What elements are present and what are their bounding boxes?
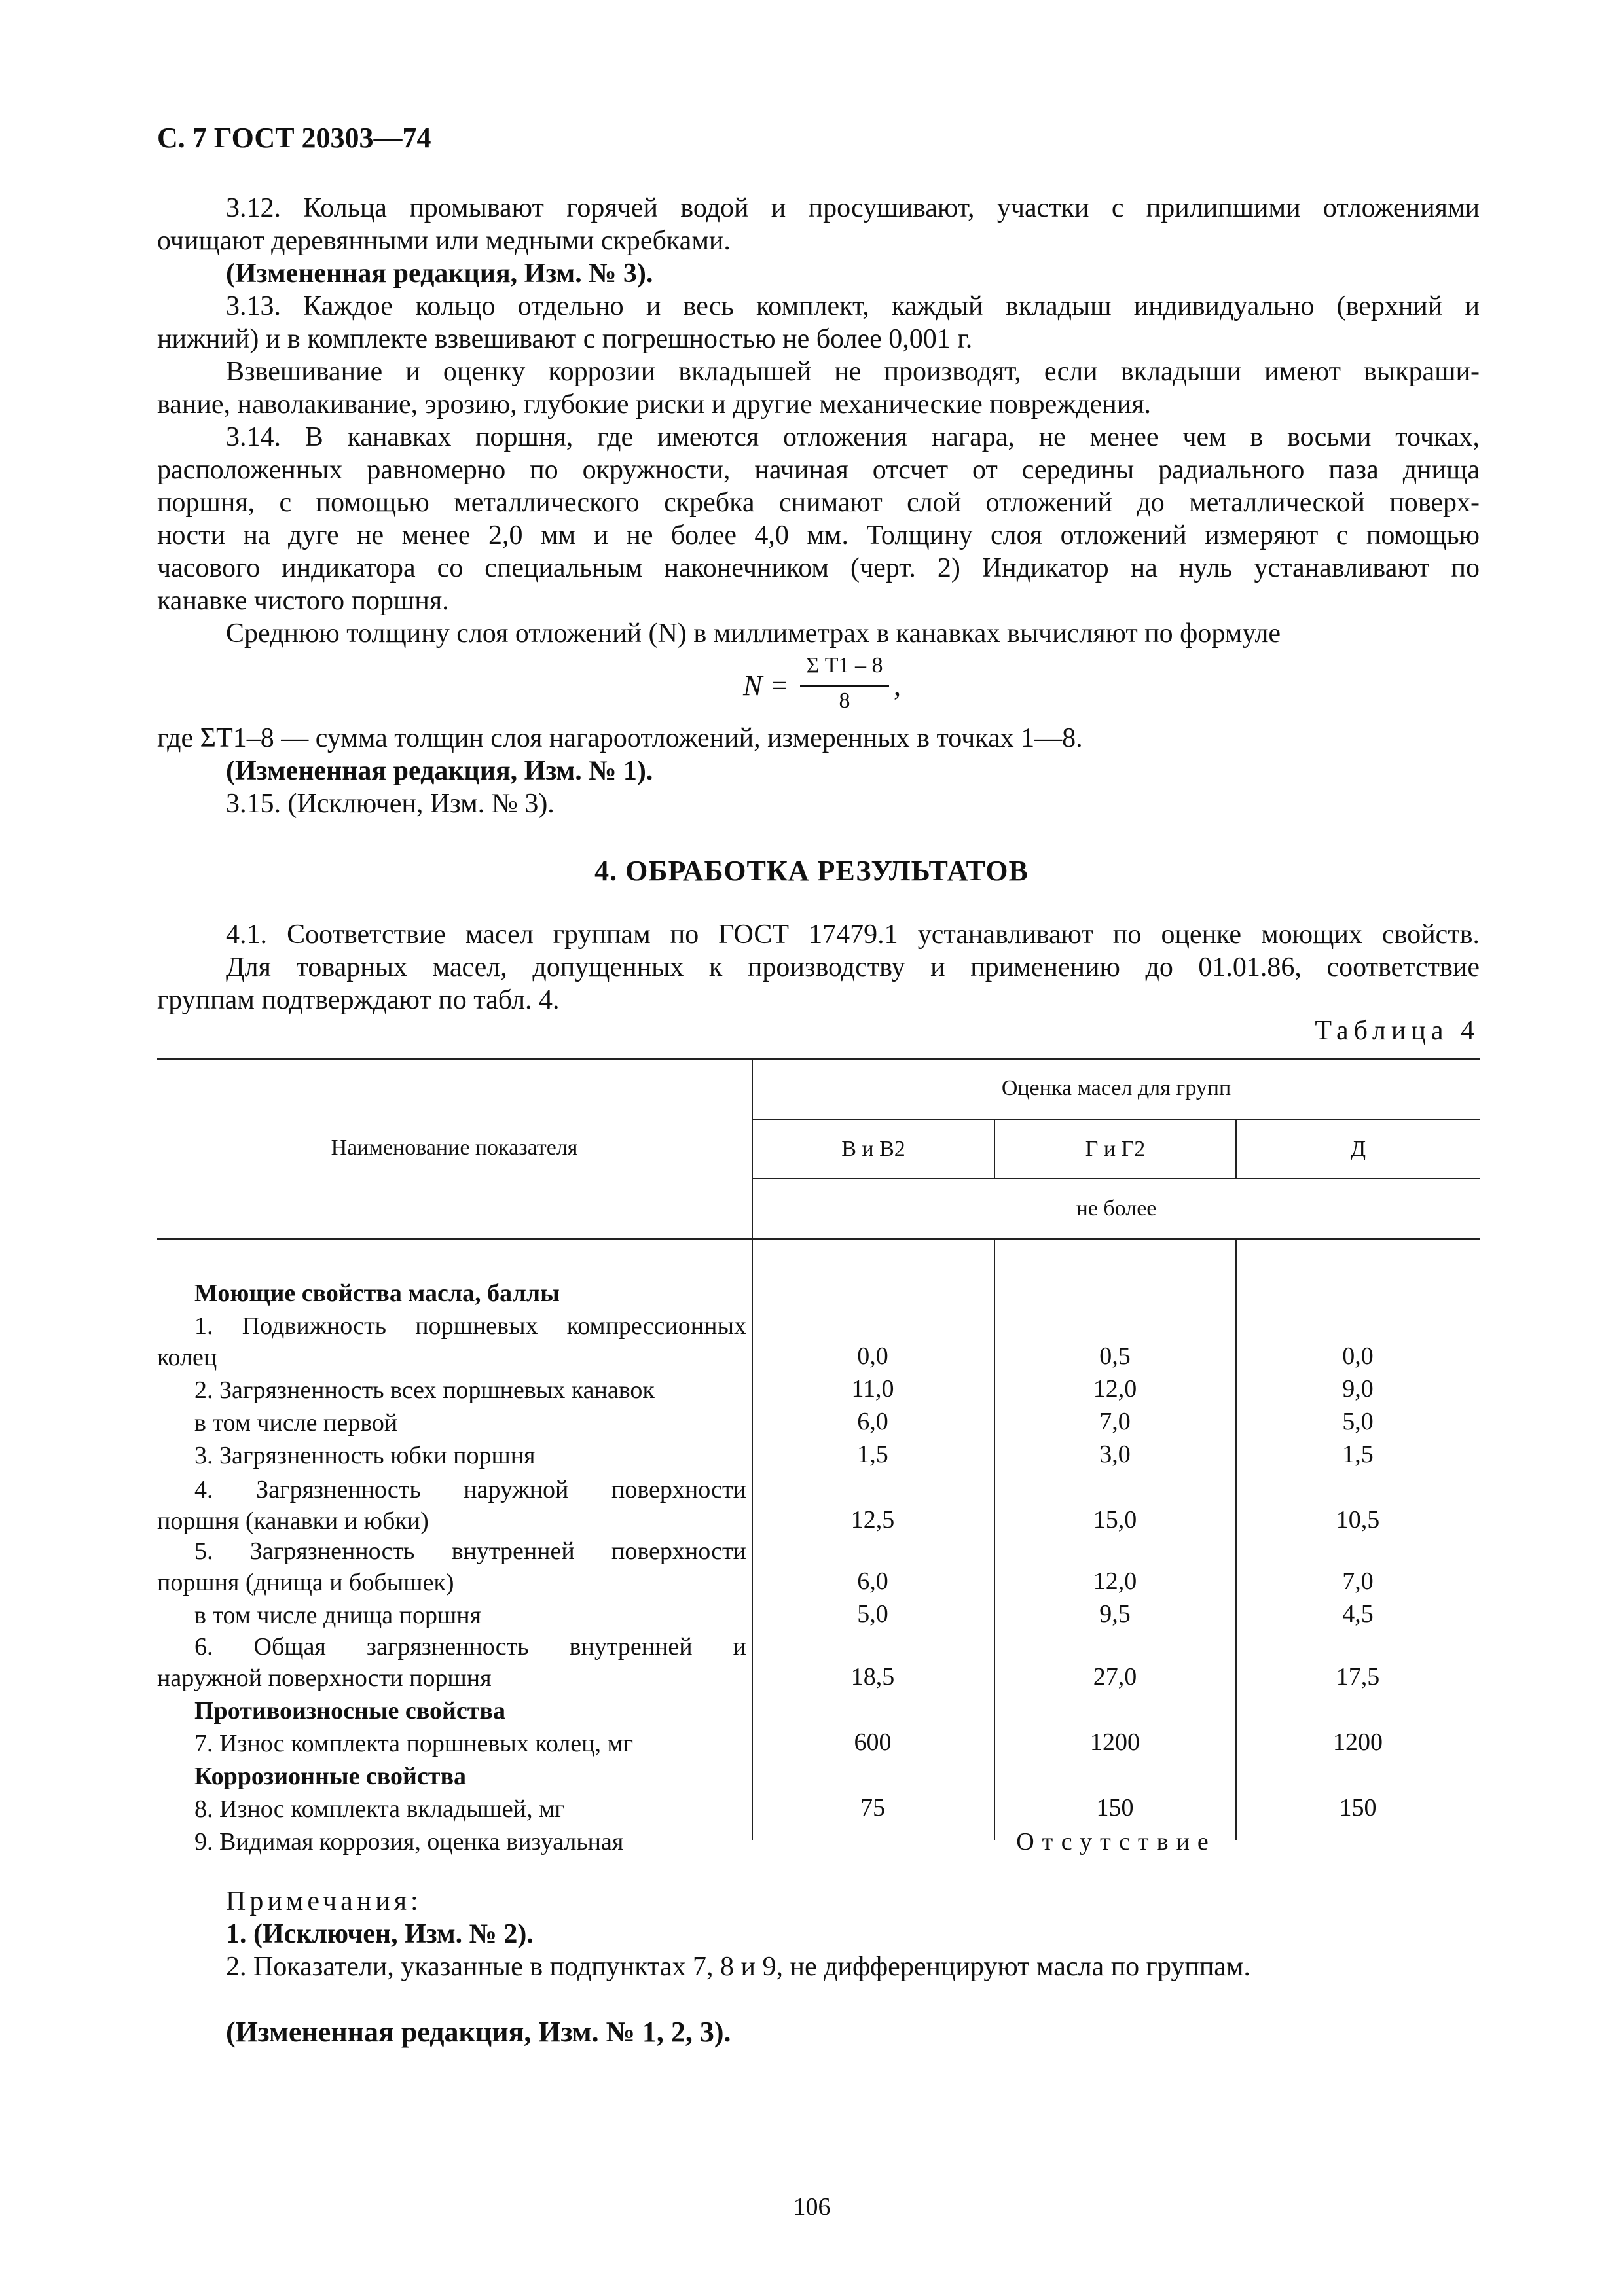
paragraph-4-1b-line-2: группам подтверждают по табл. 4. <box>157 985 560 1015</box>
table-row-7-col-d: 1200 <box>1333 1729 1383 1756</box>
paragraph-3-14-line-1: 3.14. В канавках поршня, где имеются отложения нагара, не менее чем в восьми точках, <box>226 422 1480 452</box>
paragraph-3-14-line-5: часового индикатора со специальным наконечником (черт. 2) Индикатор на нуль устанавливают по <box>157 553 1480 583</box>
paragraph-3-15: 3.15. (Исключен, Изм. № 3). <box>226 789 555 819</box>
table-row-5-col-d: 7,0 <box>1342 1568 1374 1595</box>
paragraph-3-13-line-2: нижний) и в комплекте взвешивают с погрешностью не более 0,001 г. <box>157 324 973 354</box>
paragraph-4-1b-line-1: Для товарных масел, допущенных к производству и применению до 01.01.86, соответствие <box>226 952 1480 982</box>
table-row-5-col-b: 6,0 <box>857 1568 888 1595</box>
paragraph-3-14-line-2: расположенных равномерно по окружности, начиная отсчет от середины радиального паза днища <box>157 455 1480 485</box>
table-row-6-col-g: 27,0 <box>1093 1663 1137 1691</box>
table-row-6-label-line-2: наружной поверхности поршня <box>157 1664 492 1692</box>
table-header-col-d: Д <box>1350 1137 1366 1161</box>
table-header-col-b: В и В2 <box>841 1137 905 1161</box>
table-row-2-col-d: 9,0 <box>1342 1375 1374 1403</box>
table-row-5a-label: в том числе днища поршня <box>194 1602 482 1629</box>
table-row-8-col-b: 75 <box>860 1794 885 1821</box>
paragraph-3-12-line-1: 3.12. Кольца промывают горячей водой и просушивают, участки с прилипшими отложениями <box>226 193 1480 223</box>
table-vline-body-1 <box>994 1239 995 1840</box>
table-row-3-col-b: 1,5 <box>857 1441 888 1468</box>
table-header-col-g: Г и Г2 <box>1085 1137 1146 1161</box>
table-row-1-label-line-1: 1. Подвижность поршневых компрессионных <box>194 1312 746 1340</box>
page-header: С. 7 ГОСТ 20303—74 <box>157 122 431 154</box>
table-row-8-col-g: 150 <box>1096 1794 1134 1821</box>
table-row-8-col-d: 150 <box>1339 1794 1377 1821</box>
table-row-1-label-line-2: колец <box>157 1344 217 1371</box>
table-header-name: Наименование показателя <box>331 1136 578 1160</box>
table-row-3-col-d: 1,5 <box>1342 1441 1374 1468</box>
section-4-title: 4. ОБРАБОТКА РЕЗУЛЬТАТОВ <box>594 855 1029 887</box>
paragraph-3-14-line-3: поршня, с помощью металлического скребка снимают слой отложений до металлической поверх- <box>157 488 1480 518</box>
table-row-9-label: 9. Видимая коррозия, оценка визуальная <box>194 1828 624 1856</box>
formula-numerator: Σ T1 – 8 <box>806 653 883 677</box>
note-1: 1. (Исключен, Изм. № 2). <box>226 1919 534 1949</box>
table-group-detergent: Моющие свойства масла, баллы <box>194 1280 560 1307</box>
table-row-4-label-line-2: поршня (канавки и юбки) <box>157 1507 429 1535</box>
table-row-2-col-g: 12,0 <box>1093 1375 1137 1403</box>
table-row-6-col-d: 17,5 <box>1336 1663 1380 1691</box>
table-row-2a-col-d: 5,0 <box>1342 1408 1374 1435</box>
table-row-5a-col-g: 9,5 <box>1099 1600 1131 1628</box>
paragraph-3-14-line-4: ности на дуге не менее 2,0 мм и не более 4,0 мм. Толщину слоя отложений измеряют с помощью <box>157 520 1480 550</box>
note-2: 2. Показатели, указанные в подпунктах 7, 8 и 9, не дифференцируют масла по группам. <box>226 1952 1251 1982</box>
table-row-4-col-g: 15,0 <box>1093 1506 1137 1534</box>
table-row-7-col-b: 600 <box>854 1729 892 1756</box>
edition-note-3: (Измененная редакция, Изм. № 3). <box>226 259 653 289</box>
table-row-5a-col-d: 4,5 <box>1342 1600 1374 1628</box>
table-row-5-label-line-1: 5. Загрязненность внутренней поверхности <box>194 1537 746 1565</box>
table-group-corrosion: Коррозионные свойства <box>194 1763 466 1790</box>
paragraph-3-13-line-1: 3.13. Каждое кольцо отдельно и весь комплект, каждый вкладыш индивидуально (верхний и <box>226 291 1480 321</box>
page-number: 106 <box>793 2193 831 2221</box>
paragraph-3-14-formula-intro: Среднюю толщину слоя отложений (N) в миллиметрах в канавках вычисляют по формуле <box>226 619 1281 649</box>
formula-comma: , <box>894 670 901 702</box>
table-header-group: Оценка масел для групп <box>1001 1076 1231 1100</box>
table-rule-group <box>752 1119 1480 1120</box>
notes-title: Примечания: <box>226 1886 422 1916</box>
table-row-5a-col-b: 5,0 <box>857 1600 888 1628</box>
formula-where-line: где ΣT1–8 — сумма толщин слоя нагароотложений, измеренных в точках 1—8. <box>157 723 1083 753</box>
table-row-6-col-b: 18,5 <box>850 1663 895 1691</box>
paragraph-3-12-line-2: очищают деревянными или медными скребками. <box>157 226 731 256</box>
table-row-3-col-g: 3,0 <box>1099 1441 1131 1468</box>
table-row-2a-col-g: 7,0 <box>1099 1408 1131 1435</box>
table-top-rule <box>157 1058 1480 1060</box>
table-group-antiwear: Противоизносные свойства <box>194 1697 505 1725</box>
paragraph-4-1-line-1: 4.1. Соответствие масел группам по ГОСТ 17479.1 устанавливают по оценке моющих свойств. <box>226 920 1480 950</box>
table-row-1-col-b: 0,0 <box>857 1342 888 1370</box>
table-row-2-col-b: 11,0 <box>851 1375 894 1403</box>
formula-denominator: 8 <box>839 689 850 713</box>
table-row-2a-label: в том числе первой <box>194 1409 398 1437</box>
table-row-5-col-g: 12,0 <box>1093 1568 1137 1595</box>
table-row-6-label-line-1: 6. Общая загрязненность внутренней и <box>194 1633 746 1660</box>
table-row-4-col-b: 12,5 <box>850 1506 895 1534</box>
paragraph-3-13b-line-2: вание, наволакивание, эрозию, глубокие риски и другие механические повреждения. <box>157 389 1152 420</box>
table-caption: Таблица 4 <box>1315 1016 1480 1046</box>
paragraph-3-13b-line-1: Взвешивание и оценку коррозии вкладышей не производят, если вкладыши имеют выкраши- <box>226 357 1480 387</box>
table-row-5-label-line-2: поршня (днища и бобышек) <box>157 1569 454 1596</box>
table-row-3-label: 3. Загрязненность юбки поршня <box>194 1442 536 1469</box>
table-rule-columns <box>752 1178 1480 1179</box>
table-row-7-col-g: 1200 <box>1090 1729 1140 1756</box>
paragraph-3-14-line-6: канавке чистого поршня. <box>157 586 449 616</box>
table-vline-body-2 <box>1235 1239 1237 1840</box>
table-row-4-col-d: 10,5 <box>1336 1506 1380 1534</box>
table-row-1-col-d: 0,0 <box>1342 1342 1374 1370</box>
final-edition-note: (Измененная редакция, Изм. № 1, 2, 3). <box>226 2016 731 2048</box>
table-vline-name <box>752 1058 753 1840</box>
table-row-9-value: Отсутствие <box>1016 1828 1216 1856</box>
table-row-2-label: 2. Загрязненность всех поршневых канавок <box>194 1376 655 1404</box>
table-header-limit-note: не более <box>1076 1196 1157 1221</box>
table-row-1-col-g: 0,5 <box>1099 1342 1131 1370</box>
formula-fraction-bar <box>800 685 889 687</box>
edition-note-1: (Измененная редакция, Изм. № 1). <box>226 756 653 786</box>
table-header-bottom-rule <box>157 1238 1480 1240</box>
table-row-7-label: 7. Износ комплекта поршневых колец, мг <box>194 1730 634 1757</box>
formula-lhs: N = <box>743 670 790 702</box>
table-row-8-label: 8. Износ комплекта вкладышей, мг <box>194 1795 565 1823</box>
table-row-2a-col-b: 6,0 <box>857 1408 888 1435</box>
table-row-4-label-line-1: 4. Загрязненность наружной поверхности <box>194 1476 746 1503</box>
